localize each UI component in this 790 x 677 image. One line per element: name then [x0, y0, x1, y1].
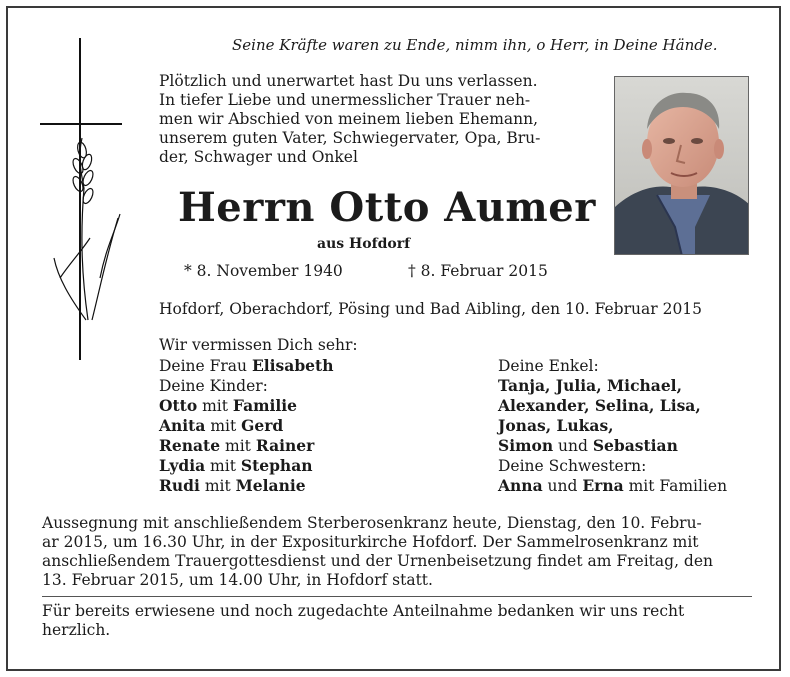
- intro-text: [159, 72, 589, 167]
- mourner-line: Alexander, Selina, Lisa,: [498, 396, 701, 415]
- service-line: ar 2015, um 16.30 Uhr, in der Expositurkirche Hofdorf. Der Sammelrosenkranz mit: [42, 533, 699, 551]
- divider: [42, 596, 752, 597]
- intro-line: In tiefer Liebe und unermesslicher Trauer neh-: [159, 91, 531, 109]
- mourner-line: Anita mit Gerd: [159, 416, 284, 435]
- mourner-line: Tanja, Julia, Michael,: [498, 376, 682, 395]
- service-line: Aussegnung mit anschließendem Sterberosenkranz heute, Dienstag, den 10. Febru-: [42, 514, 702, 532]
- intro-line: men wir Abschied von meinem lieben Ehemann,: [159, 110, 539, 128]
- mourner-line: Lydia mit Stephan: [159, 456, 313, 475]
- mourner-line: Anna und Erna mit Familien: [498, 476, 728, 495]
- mourners-heading: Wir vermissen Dich sehr:: [159, 336, 358, 354]
- mourners-left-column: [159, 356, 333, 496]
- mourners-right-column: [498, 356, 727, 496]
- thanks-line: herzlich.: [42, 621, 111, 639]
- death-date: † 8. Februar 2015: [408, 262, 548, 280]
- mourner-line: Rudi mit Melanie: [159, 476, 306, 495]
- mourner-line: Deine Schwestern:: [498, 457, 647, 475]
- mourner-line: Deine Frau Elisabeth: [159, 356, 334, 375]
- thanks-note: [42, 602, 752, 640]
- service-line: 13. Februar 2015, um 14.00 Uhr, in Hofdorf statt.: [42, 571, 433, 589]
- service-line: anschließendem Trauergottesdienst und der Urnenbeisetzung findet am Freitag, den: [42, 552, 713, 570]
- service-announcement: [42, 514, 752, 590]
- mourner-line: Deine Enkel:: [498, 357, 599, 375]
- mourner-line: Deine Kinder:: [159, 377, 268, 395]
- mourner-line: Simon und Sebastian: [498, 436, 678, 455]
- deceased-origin: aus Hofdorf: [317, 236, 411, 252]
- intro-line: der, Schwager und Onkel: [159, 148, 358, 166]
- thanks-line: Für bereits erwiesene und noch zugedachte Anteilnahme bedanken wir uns recht: [42, 602, 685, 620]
- birth-date: * 8. November 1940: [184, 262, 343, 280]
- intro-line: unserem guten Vater, Schwiegervater, Opa, Bru-: [159, 129, 541, 147]
- cross-wheat-icon: [40, 38, 130, 360]
- portrait-photo: [614, 76, 749, 255]
- motto: Seine Kräfte waren zu Ende, nimm ihn, o Herr, in Deine Hände.: [232, 36, 718, 54]
- mourner-line: Otto mit Familie: [159, 396, 298, 415]
- mourner-line: Renate mit Rainer: [159, 436, 315, 455]
- mourner-line: Jonas, Lukas,: [498, 416, 614, 435]
- place-and-date: Hofdorf, Oberachdorf, Pösing und Bad Aibling, den 10. Februar 2015: [159, 300, 703, 318]
- intro-line: Plötzlich und unerwartet hast Du uns verlassen.: [159, 72, 538, 90]
- deceased-name: Herrn Otto Aumer: [178, 184, 596, 231]
